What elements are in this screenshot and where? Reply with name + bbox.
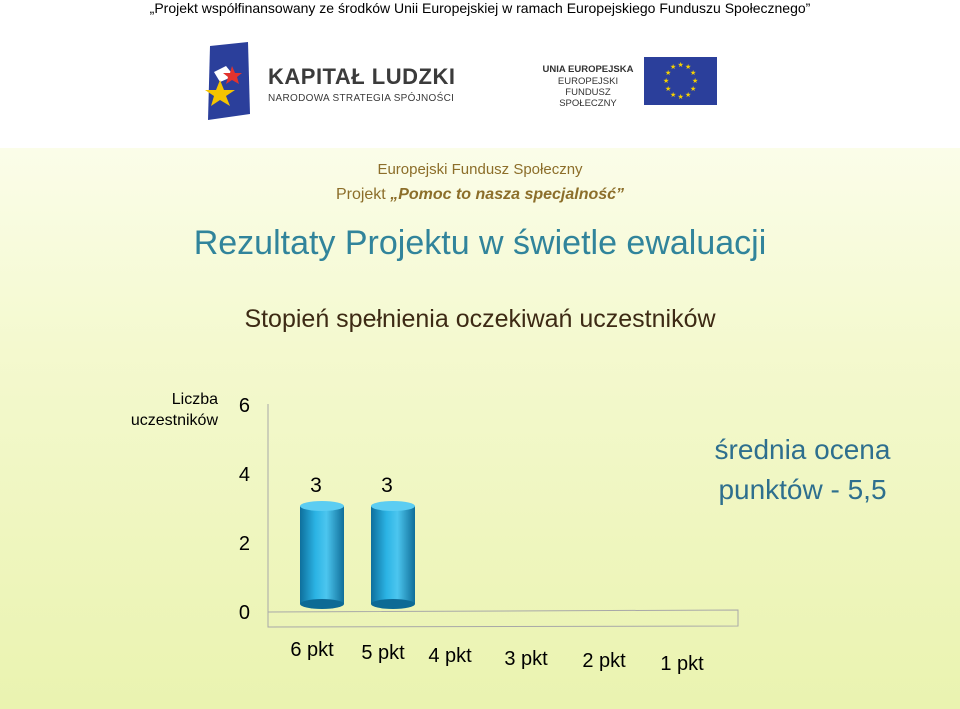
bar-base: [371, 599, 415, 609]
x-tick-label: 2 pkt: [582, 650, 626, 672]
project-prefix: Projekt: [335, 186, 391, 203]
svg-text:★: ★: [677, 93, 684, 101]
bar-body: [300, 506, 344, 604]
slide-title: Rezultaty Projektu w świetle ewaluacji: [193, 224, 767, 262]
y-tick-label: 4: [238, 464, 250, 486]
x-tick-label: 3 pkt: [504, 648, 548, 670]
ue-line-1: UNIA EUROPEJSKA: [542, 64, 634, 75]
y-tick-label: 2: [238, 533, 250, 555]
y-tick-label: 0: [238, 602, 250, 624]
x-tick-label: 6 pkt: [290, 639, 334, 661]
svg-text:★: ★: [677, 61, 684, 69]
svg-text:★: ★: [685, 63, 692, 71]
project-name: „Pomoc to nasza specjalność”: [390, 186, 625, 203]
annotation-line-2: punktów - 5,5: [718, 474, 887, 505]
bar-top: [371, 501, 415, 511]
fund-name: Europejski Fundusz Społeczny: [377, 161, 583, 178]
kapital-ludzki-subtitle: NARODOWA STRATEGIA SPÓJNOŚCI: [268, 93, 455, 104]
bar-0: [300, 501, 344, 609]
data-label: 3: [381, 474, 393, 497]
bar-top: [300, 501, 344, 511]
svg-text:★: ★: [670, 91, 677, 99]
annotation-line-1: średnia ocena: [714, 434, 891, 465]
svg-text:★: ★: [665, 69, 672, 77]
svg-text:★: ★: [665, 85, 672, 93]
x-tick-label: 1 pkt: [660, 653, 704, 675]
kapital-ludzki-title: KAPITAŁ LUDZKI: [268, 64, 456, 89]
y-tick-label: 6: [238, 395, 250, 417]
x-tick-label: 4 pkt: [428, 645, 472, 667]
bar-body: [371, 506, 415, 604]
chart-bars: [300, 501, 415, 609]
chart-title: Stopień spełnienia oczekiwań uczestników: [244, 305, 716, 333]
data-label: 3: [310, 474, 322, 497]
svg-text:★: ★: [692, 77, 699, 85]
svg-text:★: ★: [690, 69, 697, 77]
svg-text:★: ★: [663, 77, 670, 85]
x-axis-floor: [268, 610, 738, 627]
cofinancing-note: „Projekt współfinansowany ze środków Unii Europejskiej w ramach Europejskiego Funduszu Społecznego”: [149, 0, 811, 16]
x-tick-label: 5 pkt: [361, 642, 405, 664]
ue-line-3: FUNDUSZ SPOŁECZNY: [559, 87, 617, 109]
bar-base: [300, 599, 344, 609]
svg-text:★: ★: [685, 91, 692, 99]
svg-text:★: ★: [670, 63, 677, 71]
y-axis-label: Liczba uczestników: [130, 391, 218, 429]
bar-1: [371, 501, 415, 609]
svg-text:★: ★: [690, 85, 697, 93]
ue-line-2: EUROPEJSKI: [557, 76, 619, 87]
